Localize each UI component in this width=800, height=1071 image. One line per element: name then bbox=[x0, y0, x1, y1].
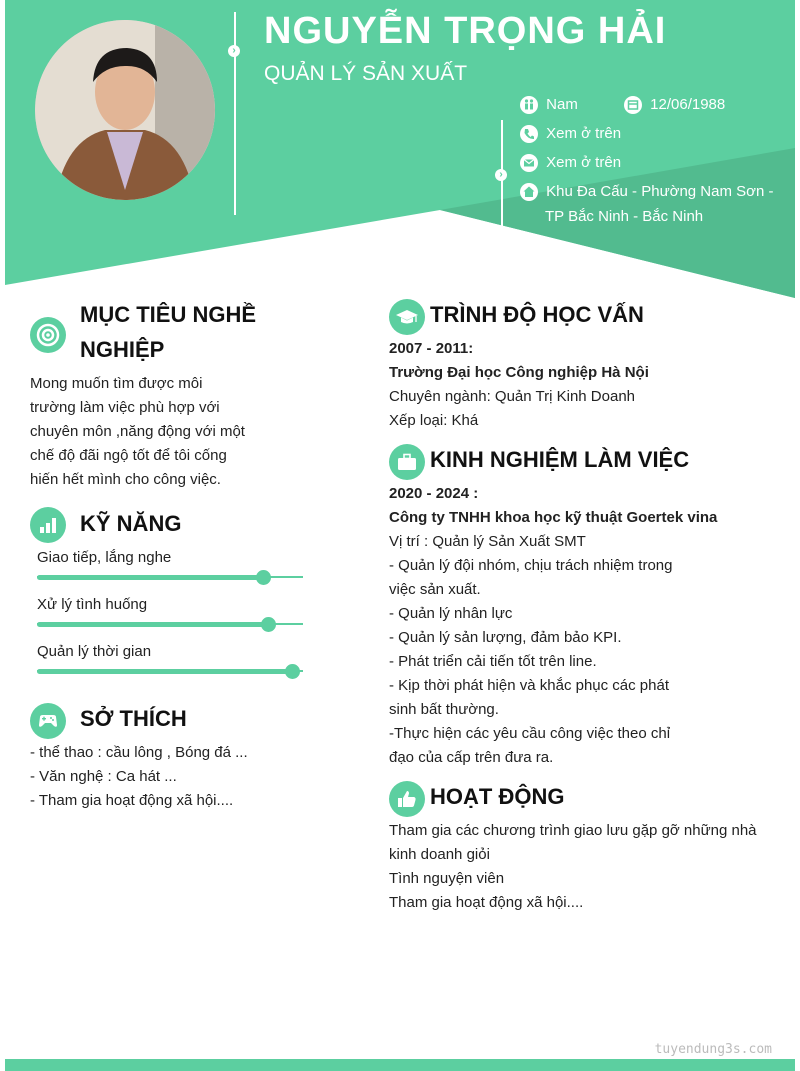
list-item: - Quản lý sản lượng, đảm bảo KPI. bbox=[389, 629, 622, 646]
gender-icon bbox=[520, 96, 538, 114]
footer-bar bbox=[5, 1059, 795, 1071]
activities-title: HOẠT ĐỘNG bbox=[430, 784, 565, 809]
list-item: - thể thao : cầu lông , Bóng đá ... bbox=[30, 744, 248, 761]
education-title: TRÌNH ĐỘ HỌC VẤN bbox=[430, 302, 644, 327]
candidate-name: NGUYỄN TRỌNG HẢI bbox=[264, 10, 667, 52]
phone-icon bbox=[520, 125, 538, 143]
email-row: Xem ở trên bbox=[520, 150, 621, 175]
profile-photo bbox=[35, 20, 215, 200]
birthdate-row: 12/06/1988 bbox=[624, 92, 725, 117]
skill-bar-knob bbox=[261, 617, 276, 632]
briefcase-icon bbox=[389, 444, 425, 480]
list-item: - Văn nghệ : Ca hát ... bbox=[30, 768, 177, 785]
list-item: việc sản xuất. bbox=[389, 581, 481, 598]
watermark: tuyendung3s.com bbox=[654, 1042, 772, 1057]
list-item: -Thực hiện các yêu cầu công việc theo chỉ bbox=[389, 725, 671, 742]
skill-bar-knob bbox=[256, 570, 271, 585]
target-icon bbox=[30, 317, 66, 353]
address-row: Khu Đa Cấu - Phường Nam Sơn - bbox=[520, 179, 773, 204]
list-item: - Tham gia hoạt động xã hội.... bbox=[30, 792, 234, 809]
address-line-2: TP Bắc Ninh - Bắc Ninh bbox=[545, 208, 704, 225]
bar-chart-icon bbox=[30, 507, 66, 543]
skill-bar-fill bbox=[37, 575, 263, 580]
objective-title: MỤC TIÊU NGHỀ bbox=[80, 302, 256, 327]
list-item: - Kịp thời phát hiện và khắc phục các phát bbox=[389, 677, 670, 694]
skill-label: Xử lý tình huống bbox=[37, 596, 148, 613]
education-details: 2007 - 2011: Trường Đại học Công nghiệp Hà Nội Chuyên ngành: Quản Trị Kinh Doanh Xếp loại: Khá bbox=[389, 340, 649, 429]
list-item: Tham gia hoạt động xã hội.... bbox=[389, 894, 584, 911]
experience-title: KINH NGHIỆM LÀM VIỆC bbox=[430, 447, 690, 472]
skill-bar-fill bbox=[37, 622, 268, 627]
gamepad-icon bbox=[30, 703, 66, 739]
skill-bar-fill bbox=[37, 669, 292, 674]
objective-title-line-2: NGHIỆP bbox=[80, 337, 165, 362]
skill-bar bbox=[37, 663, 303, 679]
skill-label: Quản lý thời gian bbox=[37, 643, 152, 660]
calendar-icon bbox=[624, 96, 642, 114]
list-item: - Phát triển cải tiến tốt trên line. bbox=[389, 653, 597, 670]
skill-bar bbox=[37, 569, 303, 585]
list-item: - Quản lý nhân lực bbox=[389, 605, 513, 622]
job-title: QUẢN LÝ SẢN XUẤT bbox=[264, 62, 468, 85]
thumbs-up-icon bbox=[389, 781, 425, 817]
graduation-cap-icon bbox=[389, 299, 425, 335]
list-item: sinh bất thường. bbox=[389, 701, 499, 718]
header-divider-line bbox=[234, 12, 236, 215]
chevron-right-icon: › bbox=[495, 169, 507, 181]
home-icon bbox=[520, 183, 538, 201]
activities-list bbox=[389, 819, 757, 915]
chevron-right-icon: › bbox=[228, 45, 240, 57]
list-item: kinh doanh giỏi bbox=[389, 846, 490, 863]
skills-title: KỸ NĂNG bbox=[80, 511, 182, 536]
list-item: Vị trí : Quản lý Sản Xuất SMT bbox=[389, 533, 586, 550]
list-item: - Quản lý đội nhóm, chịu trách nhiệm trong bbox=[389, 557, 673, 574]
list-item: Tham gia các chương trình giao lưu gặp gỡ những nhà bbox=[389, 822, 757, 839]
list-item: Tình nguyện viên bbox=[389, 870, 505, 887]
gender-row: Nam bbox=[520, 92, 578, 117]
envelope-icon bbox=[520, 154, 538, 172]
phone-row: Xem ở trên bbox=[520, 121, 621, 146]
skill-bar bbox=[37, 616, 303, 632]
hobbies-list bbox=[30, 741, 248, 813]
experience-details: 2020 - 2024 : Công ty TNHH khoa học kỹ thuật Goertek vina Vị trí : Quản lý Sản Xuất SMT - Quản lý đội nhóm, chịu trách nhiệm trong việc sản xuất. - Quản lý nhân lực - Quản lý sản lượng, đảm bảo KPI. - Phát triển cải tiến tốt trên line. - Kịp thời phát hiện và khắc phục các phát sinh bất thường. -Thực hiện các yêu cầu công việc theo chỉ đạo của cấp trên đưa ra. bbox=[389, 482, 717, 770]
list-item: đạo của cấp trên đưa ra. bbox=[389, 749, 554, 766]
objective-text: Mong muốn tìm được môi trường làm việc phù hợp với chuyên môn ,năng động với một chế độ đãi ngộ tốt để tôi cống hiến hết mình cho công việc. bbox=[30, 375, 245, 488]
skill-label: Giao tiếp, lắng nghe bbox=[37, 549, 172, 566]
hobbies-title: SỞ THÍCH bbox=[80, 706, 187, 731]
skill-bar-knob bbox=[285, 664, 300, 679]
